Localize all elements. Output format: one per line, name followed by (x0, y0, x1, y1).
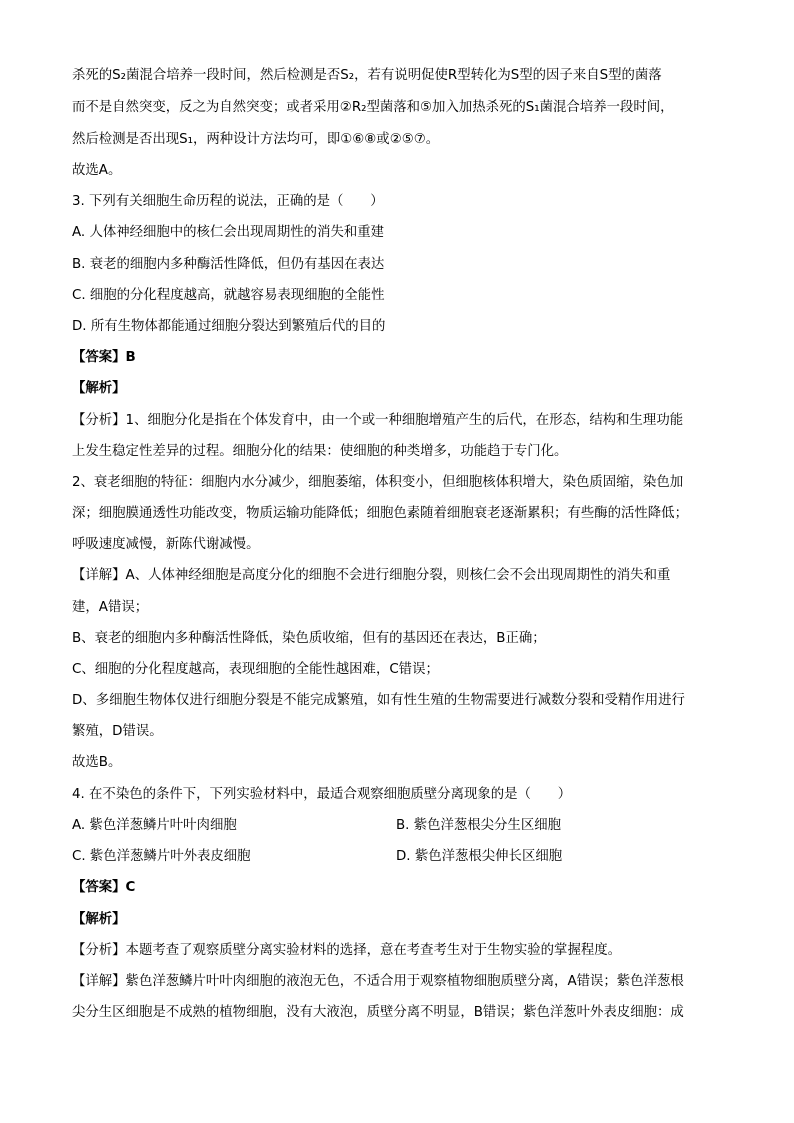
text-line: 呼吸速度减慢，新陈代谢减慢。 (72, 537, 260, 552)
text-line: 【详解】A、人体神经细胞是高度分化的细胞不会进行细胞分裂，则核仁会不会出现周期性的消失和重 (72, 568, 671, 583)
q3-option-a: A. 人体神经细胞中的核仁会出现周期性的消失和重建 (72, 225, 385, 240)
analysis-label: 【解析】 (72, 381, 126, 396)
q4-option-b: B. 紫色洋葱根尖分生区细胞 (396, 818, 561, 833)
answer-label: 【答案】C (72, 880, 136, 895)
text-line: 【详解】紫色洋葱鳞片叶叶肉细胞的液泡无色，不适合用于观察植物细胞质壁分离，A错误；紫色洋葱根 (72, 974, 684, 989)
text-line: 2、衰老细胞的特征：细胞内水分减少，细胞萎缩，体积变小，但细胞核体积增大，染色质固缩，染色加 (72, 475, 684, 490)
q4-option-d: D. 紫色洋葱根尖伸长区细胞 (396, 849, 563, 864)
text-line: 上发生稳定性差异的过程。细胞分化的结果：使细胞的种类增多，功能趋于专门化。 (72, 444, 568, 459)
analysis-label: 【解析】 (72, 912, 126, 927)
text-line: 深；细胞膜通透性功能改变，物质运输功能降低；细胞色素随着细胞衰老逐渐累积；有些酶的活性降低； (72, 506, 688, 521)
text-line: 而不是自然突变，反之为自然突变；或者采用②R₂型菌落和⑤加入加热杀死的S₁菌混合培养一段时间， (72, 100, 674, 115)
text-line: C、细胞的分化程度越高，表现细胞的全能性越困难，C错误； (72, 662, 439, 677)
q3-option-c: C. 细胞的分化程度越高，就越容易表现细胞的全能性 (72, 288, 385, 303)
text-line: 尖分生区细胞是不成熟的植物细胞，没有大液泡，质壁分离不明显，B错误；紫色洋葱叶外表皮细胞：成 (72, 1005, 684, 1020)
question-3-stem: 3. 下列有关细胞生命历程的说法，正确的是（ ） (72, 194, 384, 209)
text-line: 故选B。 (72, 755, 122, 770)
q4-option-a: A. 紫色洋葱鳞片叶叶肉细胞 (72, 818, 237, 833)
text-line: B、衰老的细胞内多种酶活性降低，染色质收缩，但有的基因还在表达，B正确； (72, 631, 546, 646)
q3-option-b: B. 衰老的细胞内多种酶活性降低，但仍有基因在表达 (72, 257, 385, 272)
text-line: 杀死的S₂菌混合培养一段时间，然后检测是否S₂，若有说明促使R型转化为S型的因子来自S型的菌落 (72, 68, 662, 83)
q3-option-d: D. 所有生物体都能通过细胞分裂达到繁殖后代的目的 (72, 319, 386, 334)
q4-option-c: C. 紫色洋葱鳞片叶外表皮细胞 (72, 849, 251, 864)
text-line: 然后检测是否出现S₁，两种设计方法均可，即①⑥⑧或②⑤⑦。 (72, 132, 440, 147)
text-line: D、多细胞生物体仅进行细胞分裂是不能完成繁殖，如有性生殖的生物需要进行减数分裂和受精作用进行 (72, 693, 685, 708)
text-line: 故选A。 (72, 163, 122, 178)
text-line: 【分析】1、细胞分化是指在个体发育中，由一个或一种细胞增殖产生的后代，在形态，结构和生理功能 (72, 413, 684, 428)
question-4-stem: 4. 在不染色的条件下，下列实验材料中，最适合观察细胞质壁分离现象的是（ ） (72, 787, 572, 802)
answer-label: 【答案】B (72, 350, 136, 365)
text-line: 繁殖，D错误。 (72, 724, 163, 739)
text-line: 建，A错误； (72, 600, 149, 615)
text-line: 【分析】本题考查了观察质壁分离实验材料的选择，意在考查考生对于生物实验的掌握程度。 (72, 943, 622, 958)
